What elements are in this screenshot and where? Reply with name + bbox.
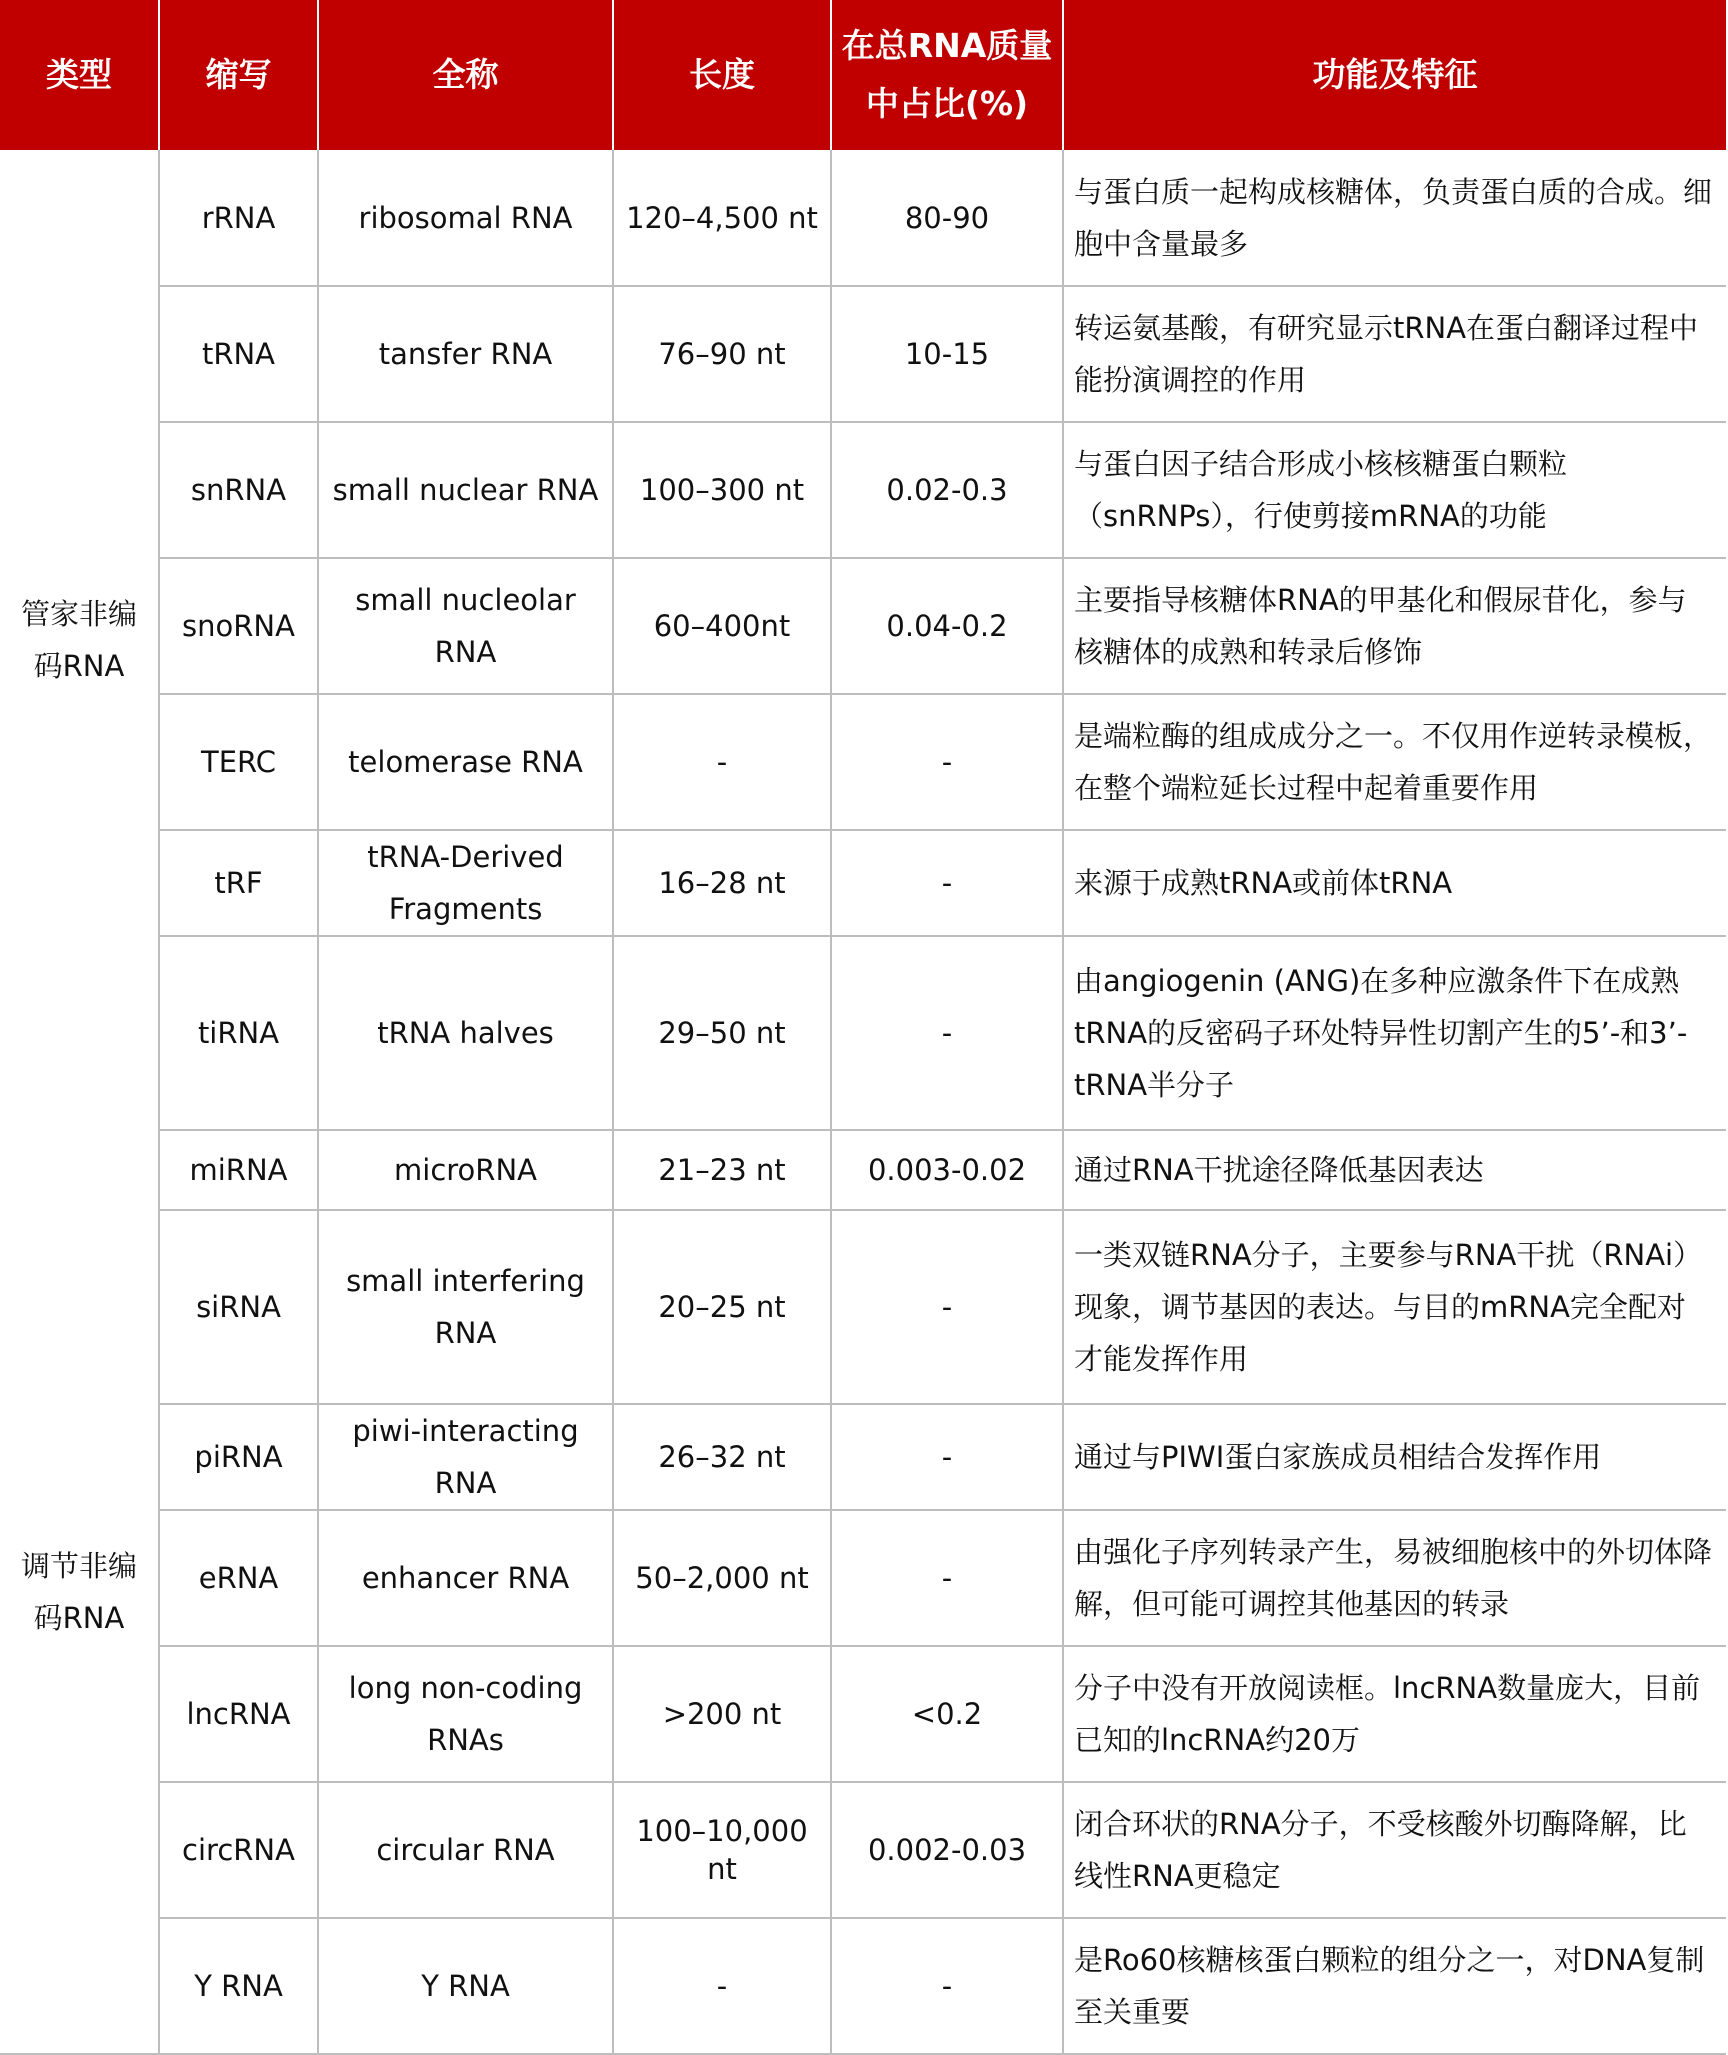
cell-full-name: tRNA-Derived Fragments — [318, 830, 613, 936]
cell-full-name: enhancer RNA — [318, 1510, 613, 1646]
cell-ratio: - — [831, 1210, 1063, 1404]
cell-abbr: circRNA — [159, 1782, 318, 1918]
cell-ratio: <0.2 — [831, 1646, 1063, 1782]
cell-function: 与蛋白质一起构成核糖体，负责蛋白质的合成。细胞中含量最多 — [1063, 150, 1726, 286]
cell-abbr: piRNA — [159, 1404, 318, 1510]
group-housekeeping: 管家非编码RNA — [0, 150, 159, 1130]
cell-ratio: - — [831, 1510, 1063, 1646]
cell-function: 来源于成熟tRNA或前体tRNA — [1063, 830, 1726, 936]
cell-full-name: ribosomal RNA — [318, 150, 613, 286]
table-row — [0, 1646, 1726, 1782]
cell-abbr: siRNA — [159, 1210, 318, 1404]
cell-ratio: 80-90 — [831, 150, 1063, 286]
table-row — [0, 1404, 1726, 1510]
cell-function: 一类双链RNA分子，主要参与RNA干扰（RNAi）现象，调节基因的表达。与目的mRNA完全配对才能发挥作用 — [1063, 1210, 1726, 1404]
table-row — [0, 558, 1726, 694]
cell-abbr: rRNA — [159, 150, 318, 286]
group-regulatory: 调节非编码RNA — [0, 1130, 159, 2054]
table-row — [0, 936, 1726, 1130]
cell-abbr: eRNA — [159, 1510, 318, 1646]
cell-abbr: tRF — [159, 830, 318, 936]
cell-ratio: 0.003-0.02 — [831, 1130, 1063, 1210]
cell-full-name: Y RNA — [318, 1918, 613, 2054]
cell-ratio: - — [831, 1918, 1063, 2054]
cell-length: 29–50 nt — [613, 936, 831, 1130]
cell-function: 是端粒酶的组成成分之一。不仅用作逆转录模板，在整个端粒延长过程中起着重要作用 — [1063, 694, 1726, 830]
table-row — [0, 286, 1726, 422]
cell-length: >200 nt — [613, 1646, 831, 1782]
header-full-name: 全称 — [318, 0, 613, 150]
cell-function: 与蛋白因子结合形成小核核糖蛋白颗粒（snRNPs），行使剪接mRNA的功能 — [1063, 422, 1726, 558]
cell-length: 16–28 nt — [613, 830, 831, 936]
cell-full-name: small interfering RNA — [318, 1210, 613, 1404]
cell-abbr: snoRNA — [159, 558, 318, 694]
cell-full-name: piwi-interacting RNA — [318, 1404, 613, 1510]
cell-length: 100–10,000 nt — [613, 1782, 831, 1918]
table-row — [0, 694, 1726, 830]
cell-ratio: 0.002-0.03 — [831, 1782, 1063, 1918]
cell-abbr: lncRNA — [159, 1646, 318, 1782]
table-row — [0, 1782, 1726, 1918]
cell-function: 分子中没有开放阅读框。lncRNA数量庞大，目前已知的lncRNA约20万 — [1063, 1646, 1726, 1782]
cell-full-name: telomerase RNA — [318, 694, 613, 830]
cell-function: 由强化子序列转录产生，易被细胞核中的外切体降解，但可能可调控其他基因的转录 — [1063, 1510, 1726, 1646]
cell-abbr: miRNA — [159, 1130, 318, 1210]
cell-abbr: tRNA — [159, 286, 318, 422]
cell-length: - — [613, 1918, 831, 2054]
header-function: 功能及特征 — [1063, 0, 1726, 150]
header-length: 长度 — [613, 0, 831, 150]
cell-full-name: tRNA halves — [318, 936, 613, 1130]
cell-length: 21–23 nt — [613, 1130, 831, 1210]
cell-abbr: tiRNA — [159, 936, 318, 1130]
table-row — [0, 1130, 1726, 1210]
cell-ratio: - — [831, 1404, 1063, 1510]
table-row — [0, 1918, 1726, 2054]
cell-length: 100–300 nt — [613, 422, 831, 558]
cell-full-name: long non-coding RNAs — [318, 1646, 613, 1782]
cell-abbr: snRNA — [159, 422, 318, 558]
cell-length: 26–32 nt — [613, 1404, 831, 1510]
cell-function: 由angiogenin (ANG)在多种应激条件下在成熟tRNA的反密码子环处特异性切割产生的5’-和3’- tRNA半分子 — [1063, 936, 1726, 1130]
cell-ratio: - — [831, 830, 1063, 936]
cell-length: 60–400nt — [613, 558, 831, 694]
cell-length: 50–2,000 nt — [613, 1510, 831, 1646]
table-row — [0, 1210, 1726, 1404]
header-type: 类型 — [0, 0, 159, 150]
cell-ratio: 0.04-0.2 — [831, 558, 1063, 694]
cell-ratio: 10-15 — [831, 286, 1063, 422]
cell-abbr: Y RNA — [159, 1918, 318, 2054]
cell-ratio: - — [831, 694, 1063, 830]
cell-function: 主要指导核糖体RNA的甲基化和假尿苷化，参与核糖体的成熟和转录后修饰 — [1063, 558, 1726, 694]
header-row — [0, 0, 1726, 150]
cell-ratio: 0.02-0.3 — [831, 422, 1063, 558]
cell-function: 通过RNA干扰途径降低基因表达 — [1063, 1130, 1726, 1210]
cell-function: 是Ro60核糖核蛋白颗粒的组分之一，对DNA复制至关重要 — [1063, 1918, 1726, 2054]
cell-length: 120–4,500 nt — [613, 150, 831, 286]
table-row — [0, 422, 1726, 558]
cell-full-name: circular RNA — [318, 1782, 613, 1918]
cell-length: 76–90 nt — [613, 286, 831, 422]
cell-function: 通过与PIWI蛋白家族成员相结合发挥作用 — [1063, 1404, 1726, 1510]
cell-function: 闭合环状的RNA分子，不受核酸外切酶降解，比线性RNA更稳定 — [1063, 1782, 1726, 1918]
cell-full-name: small nuclear RNA — [318, 422, 613, 558]
cell-length: - — [613, 694, 831, 830]
header-ratio: 在总RNA质量中占比(%) — [831, 0, 1063, 150]
cell-abbr: TERC — [159, 694, 318, 830]
cell-full-name: small nucleolar RNA — [318, 558, 613, 694]
header-abbr: 缩写 — [159, 0, 318, 150]
cell-full-name: microRNA — [318, 1130, 613, 1210]
table-row — [0, 150, 1726, 286]
cell-full-name: tansfer RNA — [318, 286, 613, 422]
cell-ratio: - — [831, 936, 1063, 1130]
cell-length: 20–25 nt — [613, 1210, 831, 1404]
cell-function: 转运氨基酸，有研究显示tRNA在蛋白翻译过程中能扮演调控的作用 — [1063, 286, 1726, 422]
table-row — [0, 830, 1726, 936]
table-row — [0, 1510, 1726, 1646]
